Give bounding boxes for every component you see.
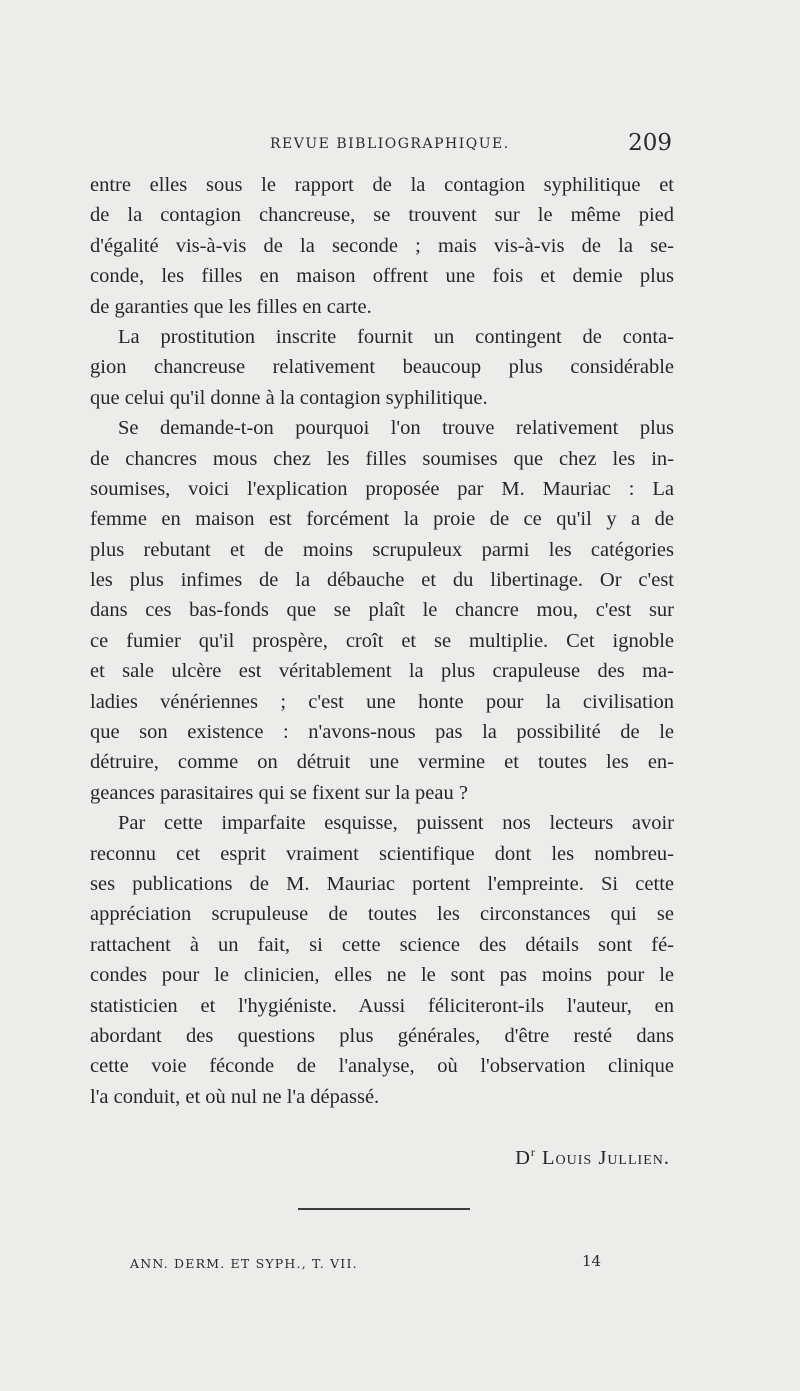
text-line: Se demande-t-on pourquoi l'on trouve relativement plus xyxy=(118,417,674,440)
author-name: Louis Jullien. xyxy=(542,1146,670,1169)
text-line: détruire, comme on détruit une vermine et toutes les en- xyxy=(90,751,674,774)
text-line: plus rebutant et de moins scrupuleux parmi les catégories xyxy=(90,538,674,561)
text-line: gion chancreuse relativement beaucoup plus considérable xyxy=(90,356,674,379)
text-line: et sale ulcère est véritablement la plus crapuleuse des ma- xyxy=(90,660,674,683)
page-number: 209 xyxy=(628,130,672,156)
text-line: Par cette imparfaite esquisse, puissent nos lecteurs avoir xyxy=(118,812,674,835)
journal-footer: ANN. DERM. ET SYPH., T. VII. xyxy=(130,1256,358,1271)
text-line: dans ces bas-fonds que se plaît le chancre mou, c'est sur xyxy=(90,599,674,622)
body-text xyxy=(90,170,674,1112)
text-line: abordant des questions plus générales, d'être resté dans xyxy=(90,1024,674,1047)
text-line: reconnu cet esprit vraiment scientifique dont les nombreu- xyxy=(90,842,674,865)
text-line: conde, les filles en maison offrent une fois et demie plus xyxy=(90,265,674,288)
running-head: REVUE BIBLIOGRAPHIQUE. xyxy=(270,136,510,152)
text-line: que celui qu'il donne à la contagion syphilitique. xyxy=(90,386,488,409)
text-line: statisticien et l'hygiéniste. Aussi féliciteront-ils l'auteur, en xyxy=(90,994,674,1017)
text-line: ce fumier qu'il prospère, croît et se multiplie. Cet ignoble xyxy=(90,629,674,652)
section-rule xyxy=(298,1208,470,1210)
signature-mark: 14 xyxy=(582,1252,602,1270)
text-line: soumises, voici l'explication proposée par M. Mauriac : La xyxy=(90,477,674,500)
text-line: ladies vénériennes ; c'est une honte pour la civilisation xyxy=(90,690,674,713)
text-line: appréciation scrupuleuse de toutes les circonstances qui se xyxy=(90,903,674,926)
text-line: de chancres mous chez les filles soumises que chez les in- xyxy=(90,447,674,470)
text-line: de garanties que les filles en carte. xyxy=(90,295,372,318)
author-title-sup: r xyxy=(530,1145,536,1159)
text-line: condes pour le clinicien, elles ne le sont pas moins pour le xyxy=(90,964,674,987)
text-line: rattachent à un fait, si cette science des détails sont fé- xyxy=(90,933,674,956)
text-line: cette voie féconde de l'analyse, où l'observation clinique xyxy=(90,1055,674,1078)
text-line: que son existence : n'avons-nous pas la possibilité de le xyxy=(90,721,674,744)
text-line: La prostitution inscrite fournit un contingent de conta- xyxy=(118,325,674,348)
text-line: d'égalité vis-à-vis de la seconde ; mais vis-à-vis de la se- xyxy=(90,234,674,257)
text-line: de la contagion chancreuse, se trouvent sur le même pied xyxy=(90,204,674,227)
author-title: D xyxy=(515,1146,531,1169)
text-line: geances parasitaires qui se fixent sur la peau ? xyxy=(90,781,468,804)
author-signature xyxy=(515,1145,670,1170)
text-line: ses publications de M. Mauriac portent l'empreinte. Si cette xyxy=(90,872,674,895)
text-line: les plus infimes de la débauche et du libertinage. Or c'est xyxy=(90,569,674,592)
text-line: entre elles sous le rapport de la contagion syphilitique et xyxy=(90,174,674,196)
text-line: femme en maison est forcément la proie de ce qu'il y a de xyxy=(90,508,674,531)
page-header xyxy=(90,130,672,160)
text-line: l'a conduit, et où nul ne l'a dépassé. xyxy=(90,1085,380,1108)
